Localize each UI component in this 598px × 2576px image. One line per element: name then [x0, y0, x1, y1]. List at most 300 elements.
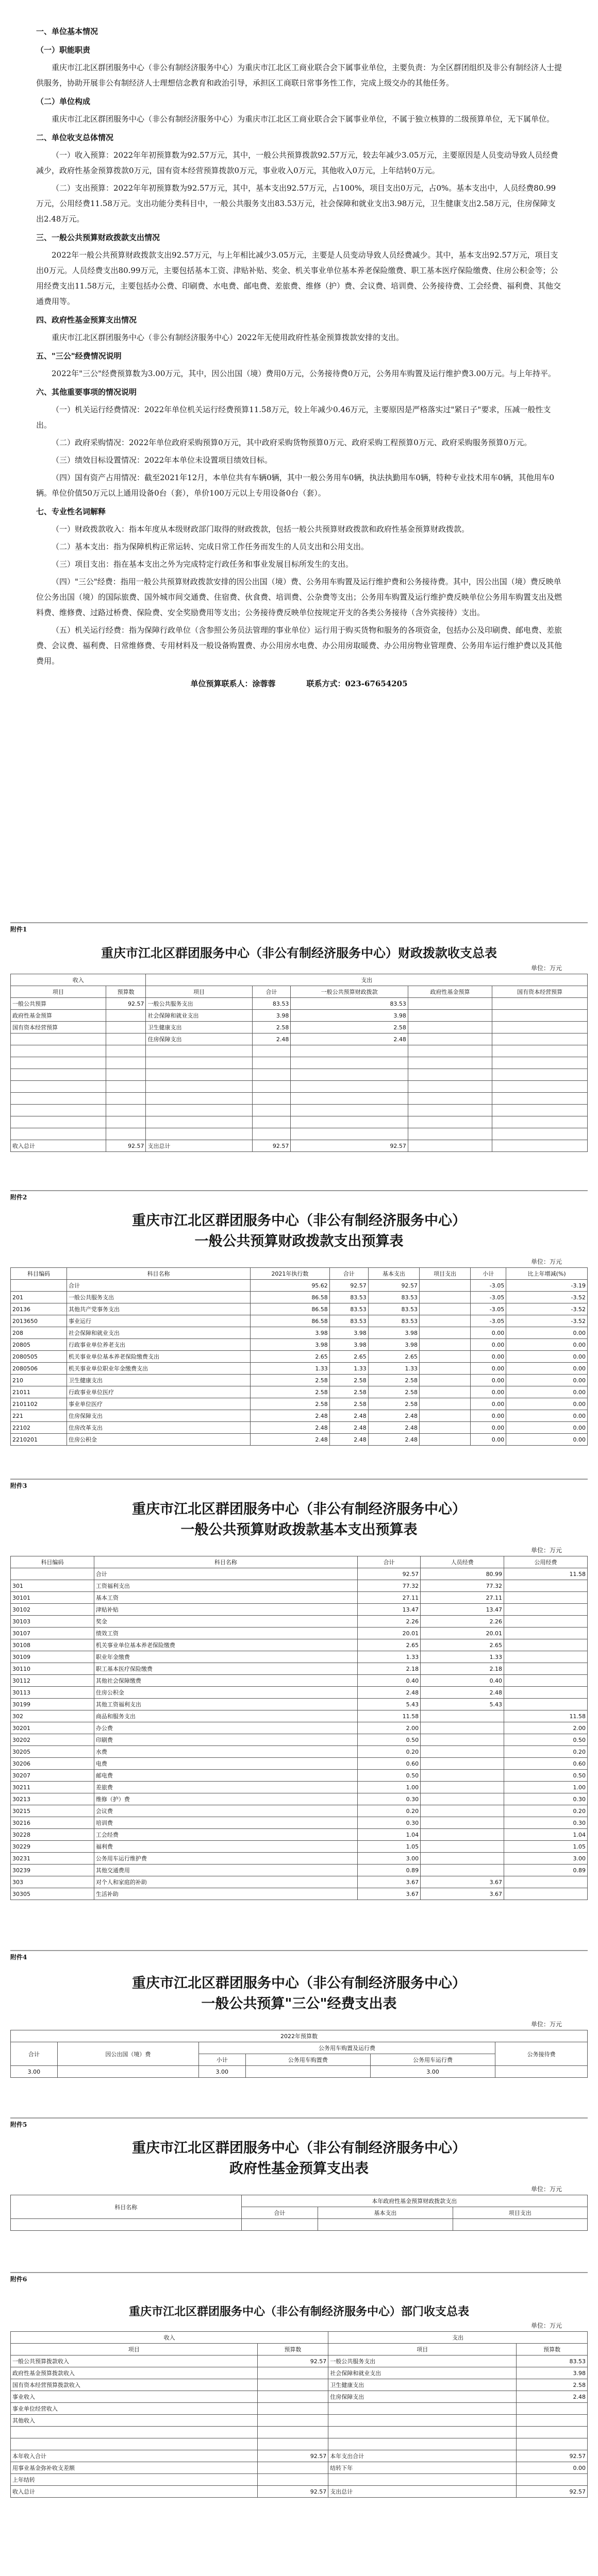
table-cell [504, 1687, 588, 1699]
section-heading: 六、其他重要事项的情况说明 [36, 387, 137, 397]
table-cell [492, 1093, 588, 1105]
table-cell: 0.50 [504, 1734, 588, 1746]
table-cell: 支出总计 [328, 2486, 517, 2498]
table-cell [241, 2219, 318, 2231]
table-cell [492, 1069, 588, 1081]
table-cell: 3.00 [11, 2066, 58, 2078]
column-header: 人员经费 [421, 1556, 504, 1568]
table-row [11, 1829, 588, 1841]
table-cell [257, 2427, 328, 2438]
table-cell: 20.01 [421, 1628, 504, 1639]
table-cell [252, 1081, 291, 1093]
table-cell: 0.00 [506, 1351, 588, 1363]
table-cell: -3.05 [471, 1303, 506, 1315]
table-cell: 其他社会保障缴费 [94, 1675, 357, 1687]
table-cell [517, 2403, 588, 2415]
table-cell: 0.40 [357, 1675, 420, 1687]
table-cell: 印刷费 [94, 1734, 357, 1746]
table-cell: 2.18 [357, 1663, 420, 1675]
table-cell: 3.00 [504, 1853, 588, 1865]
table-cell: 3.98 [517, 2367, 588, 2379]
table-cell: 行政事业单位医疗 [67, 1386, 250, 1398]
table-cell [11, 1105, 106, 1116]
table-row [11, 1663, 588, 1675]
table-cell: 30213 [11, 1793, 94, 1805]
table-cell: 2.65 [251, 1351, 330, 1363]
table-cell [421, 1722, 504, 1734]
table-cell: 结转下年 [328, 2462, 517, 2474]
table-cell [318, 2219, 453, 2231]
table-cell: 2.58 [368, 1375, 419, 1386]
table-row [11, 2438, 588, 2450]
attachment-label: 附件4 [10, 1954, 27, 1961]
table-cell: 2.48 [368, 1434, 419, 1446]
table-cell: 92.57 [252, 1140, 291, 1152]
table-row [11, 1363, 588, 1375]
table-cell: 2.58 [368, 1398, 419, 1410]
table-cell: 事业收入 [11, 2391, 258, 2403]
table-cell: 对个人和家庭的补助 [94, 1876, 357, 1888]
table-row [11, 1722, 588, 1734]
table-cell [492, 1116, 588, 1128]
table-cell: 一般公共服务支出 [328, 2355, 517, 2367]
table-row [11, 1841, 588, 1853]
table-cell [492, 1010, 588, 1022]
table-cell: 30207 [11, 1770, 94, 1782]
table-cell [504, 1639, 588, 1651]
table-title: 重庆市江北区群团服务中心（非公有制经济服务中心） 政府性基金预算支出表 [132, 2140, 466, 2177]
attachment-label: 附件6 [10, 2276, 27, 2283]
table-row [11, 1592, 588, 1604]
table-cell: 行政事业单位养老支出 [67, 1339, 250, 1351]
table-cell: 22102 [11, 1422, 67, 1434]
column-header: 小计 [471, 1268, 506, 1280]
table-cell: 0.00 [471, 1398, 506, 1410]
header-row [11, 1556, 588, 1568]
table-row [11, 2403, 588, 2415]
table-title: 重庆市江北区群团服务中心（非公有制经济服务中心）财政拨款收支总表 [101, 945, 497, 960]
table-cell: 30101 [11, 1592, 94, 1604]
table-cell [419, 1386, 470, 1398]
table-cell [257, 2415, 328, 2427]
table-row [11, 1010, 588, 1022]
table-cell [106, 1045, 146, 1057]
table-cell: 3.67 [421, 1888, 504, 1900]
table-cell: 国有资本经营预算拨款收入 [11, 2379, 258, 2391]
table-row [11, 1770, 588, 1782]
section-heading: 四、政府性基金预算支出情况 [36, 315, 137, 325]
table-cell [419, 1339, 470, 1351]
table-cell [495, 2066, 588, 2078]
table-cell: 1.04 [357, 1829, 420, 1841]
table-cell [106, 1105, 146, 1116]
table-cell [252, 1045, 291, 1057]
table-cell [408, 1033, 492, 1045]
table-cell [492, 1022, 588, 1033]
table-row [11, 1699, 588, 1710]
table-cell: 2.48 [251, 1410, 330, 1422]
divider [10, 2117, 588, 2119]
table-cell: 2.00 [504, 1722, 588, 1734]
table-cell: 0.30 [504, 1817, 588, 1829]
table-cell: 92.57 [517, 2450, 588, 2462]
table-cell [11, 2427, 258, 2438]
table-cell: 1.33 [368, 1363, 419, 1375]
paragraph: （五）机关运行经费：指为保障行政单位（含参照公务员法管理的事业单位）运行用于购买货物和服务的各项资金，包括办公及印刷费、邮电费、差旅费、会议费、福利费、日常维修费、专用材料及一般设备购置费、办公用房水电费、办公用房取暖费、办公用房物业管理费、公务用车运行维护费以及其他费用。 [36, 625, 562, 666]
divider [10, 1950, 588, 1951]
table-cell: 92.57 [106, 998, 146, 1010]
table-row [11, 1604, 588, 1616]
table-cell [419, 1398, 470, 1410]
table-cell: 社会保障和就业支出 [146, 1010, 252, 1022]
table-cell [106, 1081, 146, 1093]
table-row [11, 1033, 588, 1045]
column-header: 合计 [11, 2042, 58, 2066]
table-cell: 1.33 [421, 1651, 504, 1663]
table-row [11, 1805, 588, 1817]
table-cell: 工会经费 [94, 1829, 357, 1841]
table-cell [146, 1069, 252, 1081]
column-header: 收入 [11, 974, 146, 986]
table-row [11, 1398, 588, 1410]
column-header: 项目 [11, 986, 106, 998]
paragraph: 2022年"三公"经费预算数为3.00万元，其中，因公出国（境）费用0万元，公务接待费0万元，公务用车购置及运行维护费3.00万元。与上年持平。 [52, 369, 556, 378]
table-cell: 1.33 [251, 1363, 330, 1375]
column-header: 比上年增减(%) [506, 1268, 588, 1280]
column-header: 收入 [11, 2332, 328, 2344]
table-cell: 其他共产党事务支出 [67, 1303, 250, 1315]
table-cell: 一般公共服务支出 [67, 1292, 250, 1303]
table-cell: 2.48 [251, 1422, 330, 1434]
table-cell: 30199 [11, 1699, 94, 1710]
table-row [11, 1782, 588, 1793]
table-cell [492, 1128, 588, 1140]
table-cell: 政府性基金预算 [11, 1010, 106, 1022]
table-cell: 1.33 [357, 1651, 420, 1663]
table-cell [504, 1699, 588, 1710]
table-cell: 住房公积金 [67, 1434, 250, 1446]
table-cell: 2.48 [329, 1422, 368, 1434]
table-cell: 水费 [94, 1746, 357, 1758]
table-cell: 0.00 [471, 1410, 506, 1422]
table-cell: 津贴补贴 [94, 1604, 357, 1616]
table-cell: 收入总计 [11, 1140, 106, 1152]
table-cell: 86.58 [251, 1303, 330, 1315]
table-cell [517, 2438, 588, 2450]
table-cell: 11.58 [504, 1710, 588, 1722]
table-cell: 0.89 [504, 1865, 588, 1876]
table-row [11, 1888, 588, 1900]
table-cell: 0.00 [506, 1434, 588, 1446]
table-cell: 0.50 [504, 1770, 588, 1782]
table-row [11, 1734, 588, 1746]
table-cell [106, 1128, 146, 1140]
column-header: 项目支出 [453, 2207, 588, 2219]
table-row [11, 2450, 588, 2462]
table-cell: 0.00 [471, 1386, 506, 1398]
table-cell: 1.00 [357, 1782, 420, 1793]
table-cell: 维修（护）费 [94, 1793, 357, 1805]
table-cell: 事业运行 [67, 1315, 250, 1327]
table-cell: 0.60 [357, 1758, 420, 1770]
table-cell: 3.98 [329, 1339, 368, 1351]
table-cell: 2.00 [357, 1722, 420, 1734]
column-header: 合计 [357, 1556, 420, 1568]
table-cell: 福利费 [94, 1841, 357, 1853]
table-cell: 30239 [11, 1865, 94, 1876]
table-cell: 30109 [11, 1651, 94, 1663]
table-row [11, 1865, 588, 1876]
table-cell [11, 1045, 106, 1057]
table-cell: 221 [11, 1410, 67, 1422]
table-cell: 2.48 [329, 1434, 368, 1446]
section-heading: 二、单位收支总体情况 [36, 133, 114, 142]
table-cell: 30205 [11, 1746, 94, 1758]
table-cell: 3.67 [357, 1876, 420, 1888]
table-cell [421, 1758, 504, 1770]
paragraph: （二）支出预算：2022年年初预算数为92.57万元，其中，基本支出92.57万元，占100%，项目支出0万元，占0%。基本支出中，人员经费80.99万元，公用经费11.58万元。支出功能分类科目中，一般公共服务支出83.53万元，社会保障和就业支出3.98万元，卫生健康支出2.58万元，住房保障支出2.48万元。 [36, 183, 556, 224]
table-cell [146, 1093, 252, 1105]
table-row [11, 998, 588, 1010]
table-cell [11, 1093, 106, 1105]
table-cell: 30211 [11, 1782, 94, 1793]
table-cell [408, 1128, 492, 1140]
table-row [11, 1315, 588, 1327]
table-cell: 30201 [11, 1722, 94, 1734]
table-cell [252, 1057, 291, 1069]
table-cell [504, 1876, 588, 1888]
table-cell [504, 1580, 588, 1592]
column-header: 一般公共预算财政拨款 [291, 986, 408, 998]
table-cell: -3.05 [471, 1280, 506, 1292]
table-row [11, 2391, 588, 2403]
table-cell: 3.67 [357, 1888, 420, 1900]
table-title: 重庆市江北区群团服务中心（非公有制经济服务中心） 一般公共预算财政拨款支出预算表 [132, 1213, 466, 1249]
paragraph: （一）收入预算：2022年年初预算数为92.57万元，其中，一般公共预算拨款92.57万元，较去年减少3.05万元，主要原因是人员变动导致人员经费减少，政府性基金预算拨款0万元，国有资本经营预算拨款0万元，事业收入0万元，其他收入0万元，上年结转0万元。 [36, 150, 558, 175]
table-cell [328, 2403, 517, 2415]
table-cell [252, 1105, 291, 1116]
table-cell [328, 2474, 517, 2486]
fiscal-summary-table [10, 974, 588, 1152]
table-cell: 0.00 [471, 1434, 506, 1446]
table-cell: 77.32 [421, 1580, 504, 1592]
table-cell: -3.52 [506, 1292, 588, 1303]
table-cell: 生活补助 [94, 1888, 357, 1900]
table-cell: 一般公共预算拨款收入 [11, 2355, 258, 2367]
table-cell: 30216 [11, 1817, 94, 1829]
table-cell: 卫生健康支出 [328, 2379, 517, 2391]
table-cell [421, 1829, 504, 1841]
table-cell: 2.48 [368, 1410, 419, 1422]
paragraph: 重庆市江北区群团服务中心（非公有制经济服务中心）为重庆市江北区工商业联合会下属事业单位，主要负责：为全区群团组织及非公有制经济人士提供服务，协助开展非公有制经济人士理想信念教育和政治引导，承担区工商联日常事务性工作，完成上级交办的其他任务。 [36, 63, 562, 88]
table-cell: 0.00 [506, 1375, 588, 1386]
table-cell: 92.57 [368, 1280, 419, 1292]
table-row [11, 1410, 588, 1422]
divider [10, 1479, 588, 1480]
header-row [11, 2195, 588, 2207]
column-header: 合计 [329, 1268, 368, 1280]
table-cell [257, 2474, 328, 2486]
table-cell: 201 [11, 1292, 67, 1303]
table-cell: 0.00 [506, 1327, 588, 1339]
table-cell: 职业年金缴费 [94, 1651, 357, 1663]
table-cell: 合计 [67, 1280, 250, 1292]
table-cell: 0.20 [504, 1805, 588, 1817]
header-row [11, 1268, 588, 1280]
column-header: 合计 [241, 2207, 318, 2219]
table-cell [11, 2219, 242, 2231]
table-cell: 11.58 [504, 1568, 588, 1580]
table-cell: 2.58 [251, 1398, 330, 1410]
table-cell: 住房公积金 [94, 1687, 357, 1699]
table-cell [146, 1045, 252, 1057]
table-cell [257, 2462, 328, 2474]
table-cell [11, 1280, 67, 1292]
column-header: 项目支出 [419, 1268, 470, 1280]
table-cell: 公务用车运行维护费 [94, 1853, 357, 1865]
table-cell [419, 1327, 470, 1339]
table-cell [257, 2391, 328, 2403]
table-cell: 社会保障和就业支出 [328, 2367, 517, 2379]
table-cell [106, 1116, 146, 1128]
table-cell [146, 1116, 252, 1128]
table-row [11, 1580, 588, 1592]
table-cell: 0.30 [357, 1817, 420, 1829]
paragraph: （三）项目支出：指在基本支出之外为完成特定行政任务和事业发展目标所发生的支出。 [52, 560, 354, 569]
table-row [11, 1746, 588, 1758]
table-cell: 0.60 [504, 1758, 588, 1770]
table-cell: 301 [11, 1580, 94, 1592]
table-cell: 2080505 [11, 1351, 67, 1363]
table-cell: 其他收入 [11, 2415, 258, 2427]
table-row [11, 1876, 588, 1888]
column-header: 小计 [198, 2054, 245, 2066]
unit-label: 单位：万元 [530, 1258, 562, 1265]
table-row [11, 1639, 588, 1651]
unit-label: 单位：万元 [530, 2322, 562, 2329]
table-cell [408, 1140, 492, 1152]
table-row [11, 1045, 588, 1057]
attachment-label: 附件1 [10, 926, 27, 933]
table-cell: 3.00 [357, 1853, 420, 1865]
table-cell [419, 1410, 470, 1422]
table-cell [419, 1280, 470, 1292]
column-header: 公用经费 [504, 1556, 588, 1568]
table-cell [106, 1057, 146, 1069]
table-row [11, 1375, 588, 1386]
table-cell: 机关事业单位基本养老保险缴费支出 [67, 1351, 250, 1363]
table-cell: 30202 [11, 1734, 94, 1746]
table-cell: 1.33 [329, 1363, 368, 1375]
table-cell: 20136 [11, 1303, 67, 1315]
column-header: 科目编码 [11, 1556, 94, 1568]
table-cell [328, 2427, 517, 2438]
paragraph: （四）国有资产占用情况：截至2021年12月，本单位共有车辆0辆，其中一般公务用车0辆，执法执勤用车0辆，特种专业技术用车0辆，其他用车0辆。单位价值50万元以上通用设备0台（套），单价100万元以上专用设备0台（套）。 [36, 473, 554, 498]
column-header: 2022年预算数 [11, 2030, 588, 2042]
paragraph: （三）绩效目标设置情况：2022年本单位未设置项目绩效目标。 [52, 455, 273, 465]
table-cell: 2.65 [368, 1351, 419, 1363]
table-cell: 2101102 [11, 1398, 67, 1410]
table-cell: 机关事业单位基本养老保险缴费 [94, 1639, 357, 1651]
table-cell: 合计 [94, 1568, 357, 1580]
table-cell: -3.52 [506, 1303, 588, 1315]
table-cell: 30229 [11, 1841, 94, 1853]
table-cell [291, 1116, 408, 1128]
table-cell: 其他工资福利支出 [94, 1699, 357, 1710]
table-cell [419, 1375, 470, 1386]
table-cell: 2.26 [421, 1616, 504, 1628]
table-row [11, 1616, 588, 1628]
table-cell [57, 2066, 198, 2078]
table-cell: 2.58 [252, 1022, 291, 1033]
table-cell: 83.53 [368, 1303, 419, 1315]
table-cell [421, 1782, 504, 1793]
table-cell [504, 1628, 588, 1639]
column-header: 预算数 [257, 2344, 328, 2355]
table-cell: 2.58 [291, 1022, 408, 1033]
table-cell [408, 1010, 492, 1022]
table-cell: 基本工资 [94, 1592, 357, 1604]
table-cell: 30108 [11, 1639, 94, 1651]
table-cell: 0.00 [471, 1363, 506, 1375]
table-row [11, 1105, 588, 1116]
table-cell [252, 1128, 291, 1140]
column-header: 科目名称 [11, 2195, 242, 2219]
table-cell [504, 1888, 588, 1900]
table-cell: 0.00 [471, 1327, 506, 1339]
table-cell: 92.57 [257, 2355, 328, 2367]
table-cell [419, 1303, 470, 1315]
table-cell: 0.00 [506, 1410, 588, 1422]
subsection-heading: （二）单位构成 [36, 97, 91, 106]
table-cell: 5.43 [421, 1699, 504, 1710]
table-cell [504, 1663, 588, 1675]
table-cell: 商品和服务支出 [94, 1710, 357, 1722]
column-header: 因公出国（境）费 [57, 2042, 198, 2066]
table-cell: 0.20 [504, 1746, 588, 1758]
table-cell [421, 1817, 504, 1829]
table-cell [504, 1675, 588, 1687]
table-cell: 77.32 [357, 1580, 420, 1592]
gov-fund-expense-table [10, 2195, 588, 2231]
table-cell [492, 1033, 588, 1045]
table-cell: 2.26 [357, 1616, 420, 1628]
table-cell [421, 1734, 504, 1746]
table-cell: 3.98 [368, 1339, 419, 1351]
table-cell: -3.52 [506, 1315, 588, 1327]
table-cell: 83.53 [329, 1315, 368, 1327]
table-cell: 本年支出合计 [328, 2450, 517, 2462]
table-row [11, 1568, 588, 1580]
table-cell: 1.04 [504, 1829, 588, 1841]
table-cell [408, 1081, 492, 1093]
table-cell: 83.53 [517, 2355, 588, 2367]
general-budget-expense-table [10, 1267, 588, 1446]
table-cell: 1.05 [357, 1841, 420, 1853]
table-cell [419, 1363, 470, 1375]
table-cell: 83.53 [329, 1303, 368, 1315]
table-cell: 一般公共服务支出 [146, 998, 252, 1010]
table-cell: 2.65 [329, 1351, 368, 1363]
table-cell: 0.00 [517, 2462, 588, 2474]
column-header: 项目 [328, 2344, 517, 2355]
table-cell [257, 2367, 328, 2379]
table-cell: 住房改革支出 [67, 1422, 250, 1434]
table-cell [421, 1853, 504, 1865]
paragraph: 重庆市江北区群团服务中心（非公有制经济服务中心）为重庆市江北区工商业联合会下属事业单位，不属于独立核算的二级预算单位，无下属单位。 [52, 114, 555, 124]
column-header: 支出 [328, 2332, 588, 2344]
table-cell [328, 2438, 517, 2450]
